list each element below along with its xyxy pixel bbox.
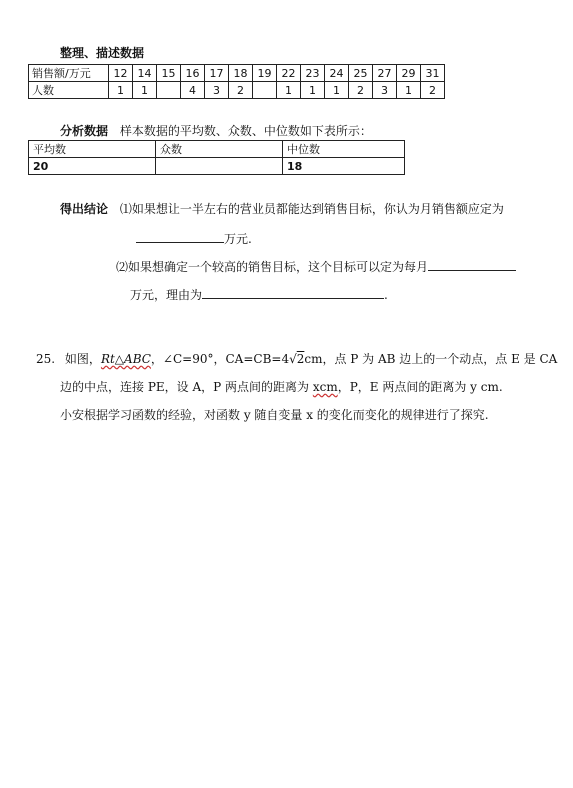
table-cell: 24 xyxy=(325,65,349,82)
radicand: 2 xyxy=(296,352,305,366)
table-cell: 27 xyxy=(373,65,397,82)
table-cell: 2 xyxy=(349,82,373,99)
section-description: 样本数据的平均数、众数、中位数如下表所示： xyxy=(119,124,372,138)
q2-unit: 万元，理由为 xyxy=(130,288,203,302)
problem-25-line1 xyxy=(36,350,557,367)
problem-text: ，P，E 两点间的距离为 y cm. xyxy=(337,380,503,394)
problem-25-line3: 小安根据学习函数的经验，对函数 y 随自变量 x 的变化而变化的规律进行了探究. xyxy=(60,408,489,422)
table-cell: 1 xyxy=(397,82,421,99)
section-analyze xyxy=(60,122,372,139)
answer-blank xyxy=(428,258,516,271)
section-title-conclusion: 得出结论 xyxy=(60,202,109,216)
problem-text: cm，点 P 为 AB 边上的一个动点，点 E 是 CA xyxy=(304,352,558,366)
value-mean: 20 xyxy=(29,158,156,175)
table-row-sales xyxy=(29,65,445,82)
table-cell: 22 xyxy=(277,65,301,82)
table-cell: 3 xyxy=(373,82,397,99)
table-cell: 2 xyxy=(421,82,445,99)
table-cell: 23 xyxy=(301,65,325,82)
stats-table xyxy=(28,140,405,175)
q2-end: . xyxy=(384,288,388,302)
table-cell: 12 xyxy=(109,65,133,82)
table-cell: 18 xyxy=(229,65,253,82)
problem-text: 如图， xyxy=(64,352,101,366)
problem-number: 25. xyxy=(36,352,56,366)
table-cell: 31 xyxy=(421,65,445,82)
q2-text: ⑵如果想确定一个较高的销售目标，这个目标可以定为每月 xyxy=(116,260,429,274)
table-cell: 14 xyxy=(133,65,157,82)
table-cell: 3 xyxy=(205,82,229,99)
q2-reason-line xyxy=(130,286,388,303)
sales-header: 销售额/万元 xyxy=(29,65,109,82)
value-mode xyxy=(156,158,283,175)
table-row-values xyxy=(29,158,405,175)
header-mean: 平均数 xyxy=(29,141,156,158)
header-median: 中位数 xyxy=(283,141,405,158)
header-mode: 众数 xyxy=(156,141,283,158)
answer-blank xyxy=(202,286,384,299)
table-cell: 1 xyxy=(133,82,157,99)
conclusion-q1 xyxy=(60,200,504,217)
table-cell: 1 xyxy=(325,82,349,99)
table-cell: 19 xyxy=(253,65,277,82)
table-cell: 25 xyxy=(349,65,373,82)
value-median: 18 xyxy=(283,158,405,175)
problem-text: ，∠C=90°，CA=CB=4 xyxy=(150,352,290,366)
sales-table xyxy=(28,64,445,99)
problem-25-line2 xyxy=(60,378,503,395)
conclusion-q2 xyxy=(116,258,516,275)
count-header: 人数 xyxy=(29,82,109,99)
rt-triangle: Rt△ABC xyxy=(100,352,151,366)
problem-text: 边的中点，连接 PE，设 A，P 两点间的距离为 xyxy=(60,380,313,394)
table-cell: 1 xyxy=(301,82,325,99)
table-cell: 2 xyxy=(229,82,253,99)
q1-text: ⑴如果想让一半左右的营业员都能达到销售目标，你认为月销售额应定为 xyxy=(119,202,504,216)
q1-answer-line xyxy=(136,230,252,247)
table-row-count xyxy=(29,82,445,99)
table-cell: 4 xyxy=(181,82,205,99)
sqrt-symbol: √ xyxy=(289,352,297,366)
table-cell: 1 xyxy=(277,82,301,99)
section-title-organize: 整理、描述数据 xyxy=(60,46,145,60)
table-row-header xyxy=(29,141,405,158)
table-cell: 16 xyxy=(181,65,205,82)
xcm-term: xcm xyxy=(312,380,338,394)
table-cell: 1 xyxy=(109,82,133,99)
q1-unit: 万元. xyxy=(224,232,252,246)
table-cell: 15 xyxy=(157,65,181,82)
section-title-analyze: 分析数据 xyxy=(60,124,109,138)
answer-blank xyxy=(136,230,224,243)
table-cell: 17 xyxy=(205,65,229,82)
table-cell: 29 xyxy=(397,65,421,82)
table-cell xyxy=(253,82,277,99)
table-cell xyxy=(157,82,181,99)
